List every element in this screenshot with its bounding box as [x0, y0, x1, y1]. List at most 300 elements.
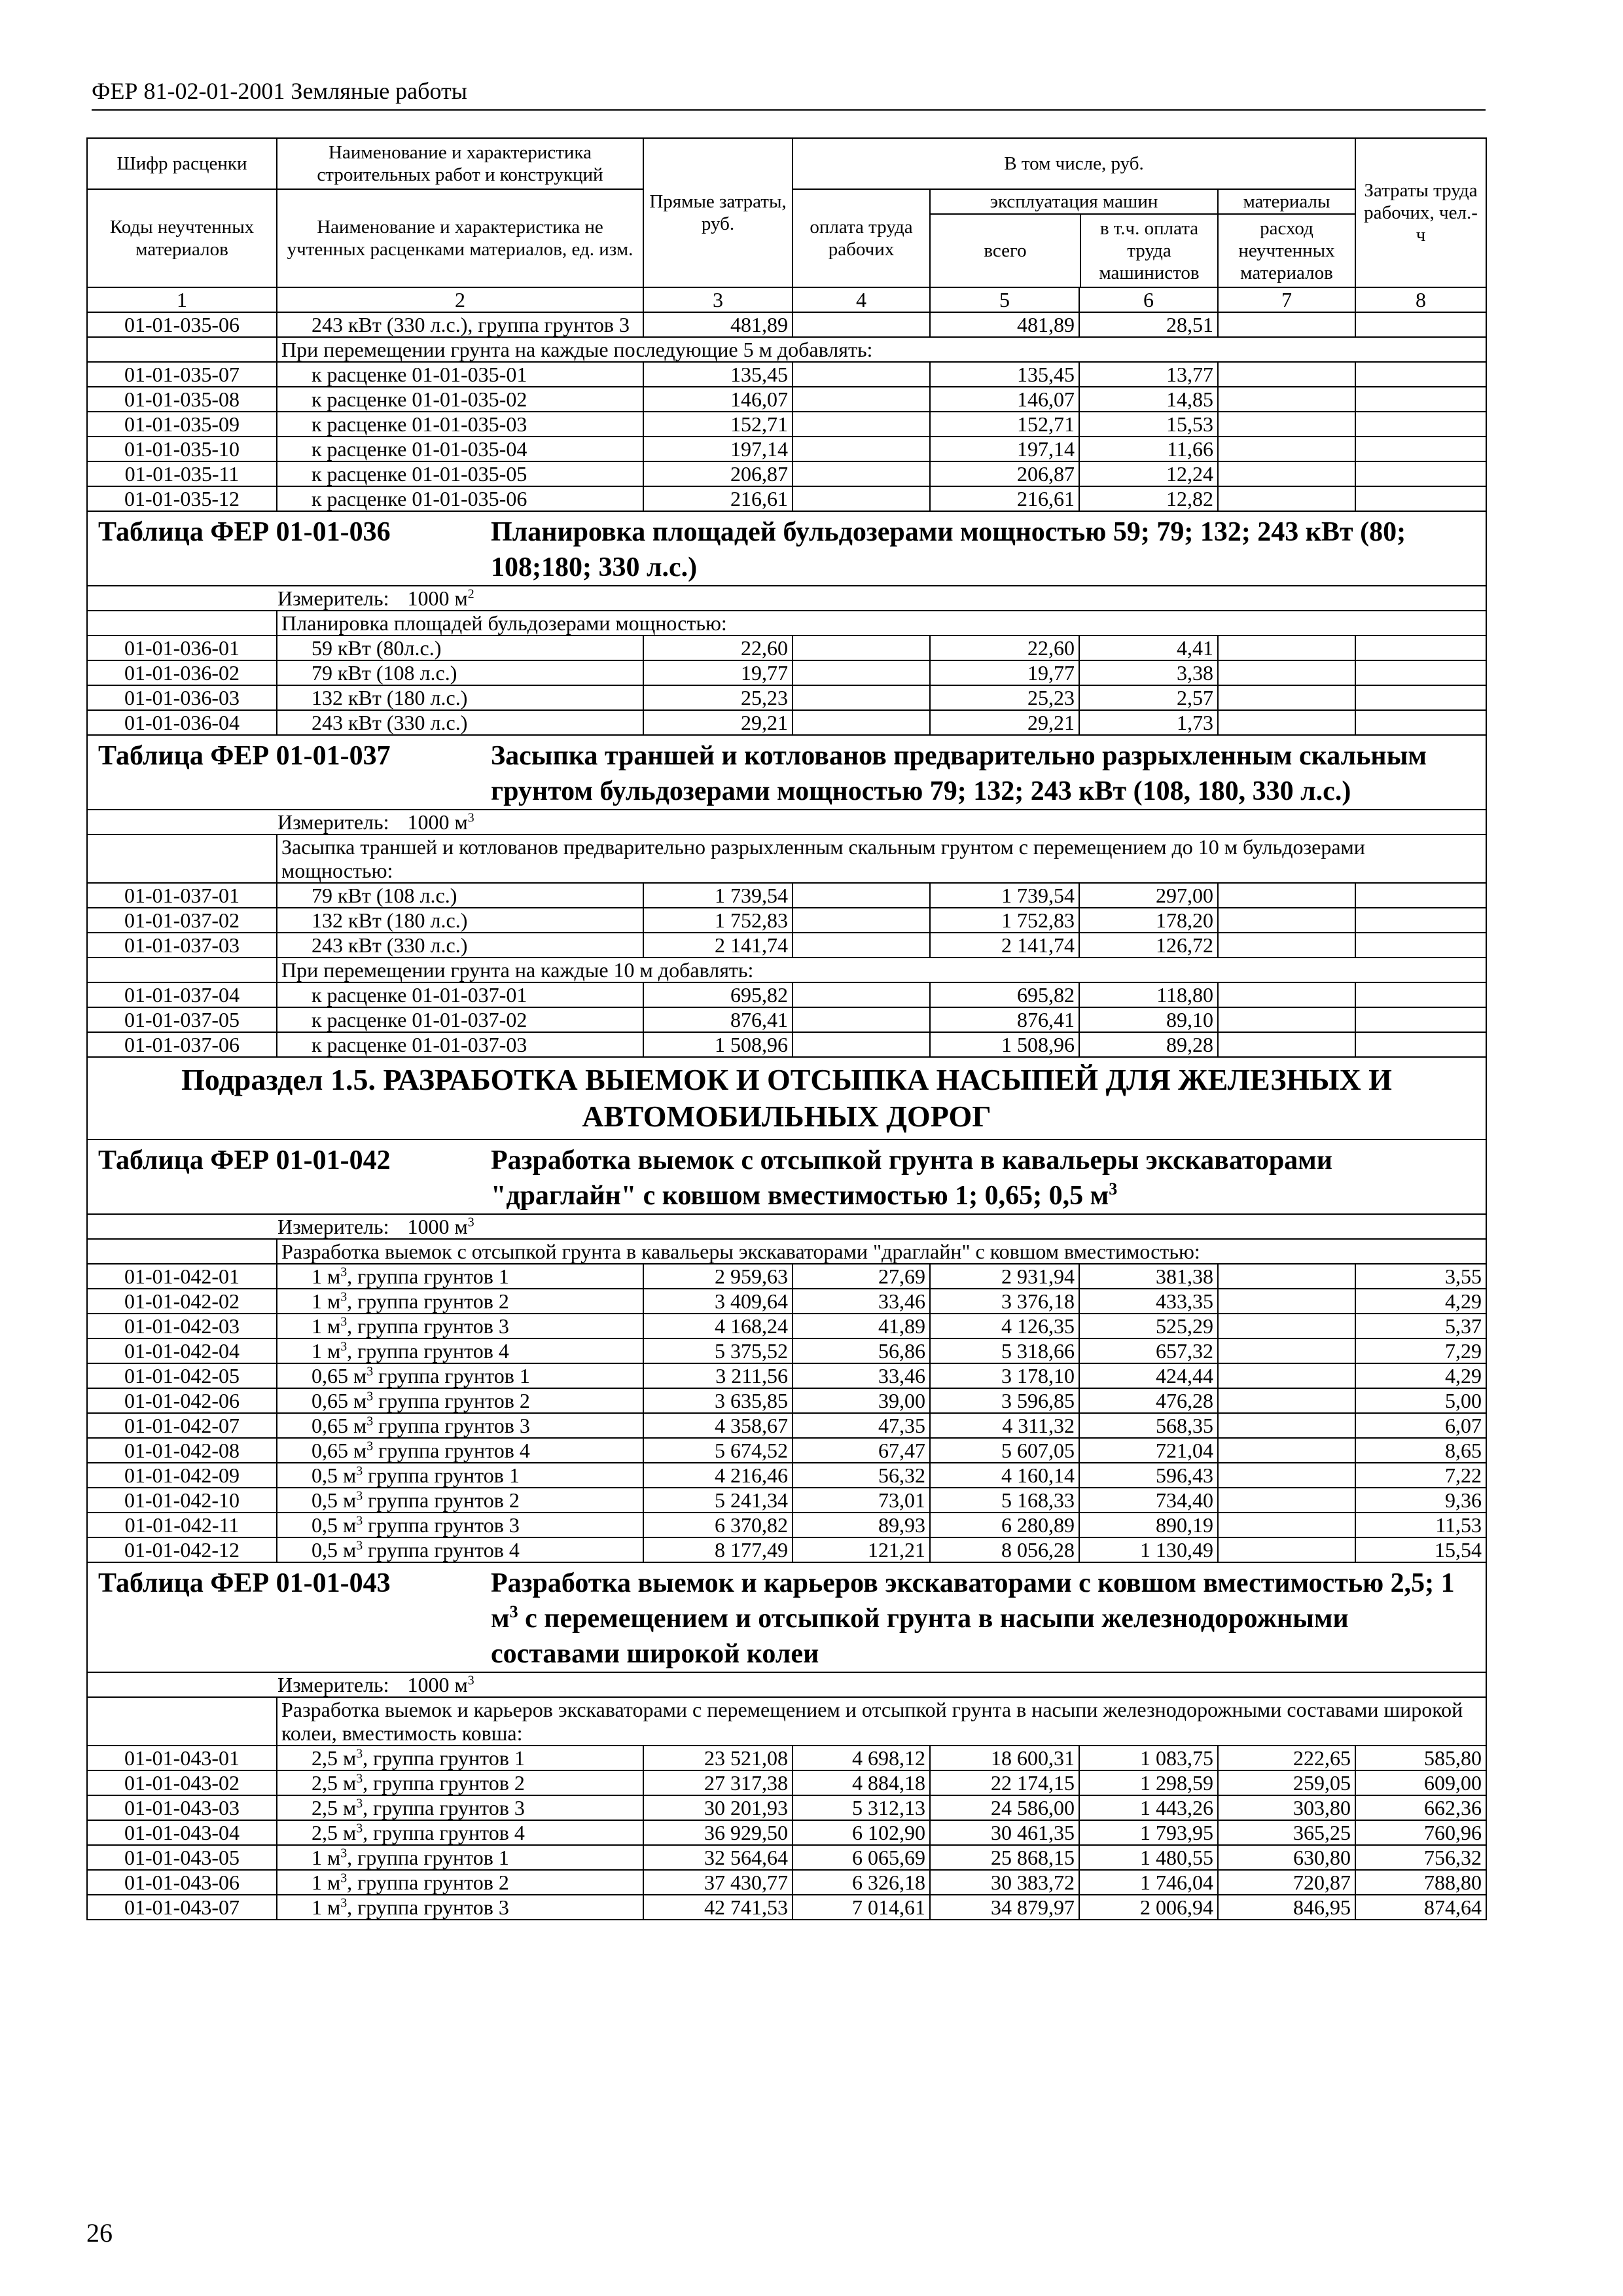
note-text: Разработка выемок и карьеров экскаваторами с перемещением и отсыпкой грунта в насыпи железнодорожными составами широкой колеи, вместимость ковша:: [277, 1697, 1486, 1746]
labor-pay: [793, 710, 930, 735]
rate-name: [277, 1537, 643, 1562]
machine-total: 152,71: [930, 412, 1079, 437]
machine-total: 6 280,89: [930, 1513, 1079, 1537]
header-including: В том числе, руб.: [793, 138, 1355, 189]
labor-pay: 56,32: [793, 1463, 930, 1488]
table-title-text: Планировка площадей бульдозерами мощностью 59; 79; 132; 243 кВт (80; 108;180; 330 л.с.): [491, 517, 1406, 583]
rate-name-suffix: группа грунтов 1: [373, 1364, 530, 1388]
rate-name: к расценке 01-01-037-01: [277, 982, 643, 1007]
measure-row: [87, 586, 1486, 611]
machine-operator-pay: 11,66: [1079, 437, 1218, 461]
rate-name-prefix: 0,65 м: [312, 1364, 367, 1388]
materials: [1218, 636, 1355, 660]
header-name-top: Наименование и характеристика строительных работ и конструкций: [277, 138, 643, 189]
labor-costs: [1355, 387, 1486, 412]
materials: [1218, 660, 1355, 685]
rate-name: [277, 1820, 643, 1845]
materials: [1218, 461, 1355, 486]
machine-operator-pay: 721,04: [1079, 1438, 1218, 1463]
labor-costs: [1355, 982, 1486, 1007]
rate-name: [277, 1289, 643, 1314]
machine-operator-pay: 1,73: [1079, 710, 1218, 735]
materials: [1218, 1363, 1355, 1388]
rate-code: 01-01-035-09: [87, 412, 277, 437]
rate-name: [277, 1770, 643, 1795]
labor-pay: 6 065,69: [793, 1845, 930, 1870]
direct-costs: 1 508,96: [643, 1032, 793, 1057]
machine-total: 3 178,10: [930, 1363, 1079, 1388]
rate-code: 01-01-042-02: [87, 1289, 277, 1314]
table-row: [87, 685, 1486, 710]
power-superscript: 3: [340, 1339, 348, 1354]
labor-costs: 585,80: [1355, 1746, 1486, 1770]
materials: [1218, 1513, 1355, 1537]
rate-code: 01-01-043-03: [87, 1795, 277, 1820]
direct-costs: 32 564,64: [643, 1845, 793, 1870]
direct-costs: 29,21: [643, 710, 793, 735]
labor-pay: 4 698,12: [793, 1746, 930, 1770]
materials: [1218, 1537, 1355, 1562]
col-number: 4: [793, 287, 930, 312]
rate-name: [277, 1438, 643, 1463]
machine-total: 18 600,31: [930, 1746, 1079, 1770]
note-text: При перемещении грунта на каждые 10 м добавлять:: [277, 958, 1486, 982]
rate-name: к расценке 01-01-035-06: [277, 486, 643, 511]
table-row: [87, 312, 1486, 337]
rate-name-prefix: 0,5 м: [312, 1463, 357, 1487]
machine-operator-pay: 89,10: [1079, 1007, 1218, 1032]
direct-costs: 5 674,52: [643, 1438, 793, 1463]
rate-code: 01-01-043-06: [87, 1870, 277, 1895]
rate-name-suffix: группа грунтов 1: [363, 1463, 520, 1487]
rate-name-prefix: 1 м: [312, 1871, 341, 1894]
table-title-cell: [87, 735, 1486, 810]
machine-total: 146,07: [930, 387, 1079, 412]
machine-total: 19,77: [930, 660, 1079, 685]
direct-costs: 1 739,54: [643, 883, 793, 908]
table-row: [87, 1264, 1486, 1289]
rate-name-suffix: , группа грунтов 2: [347, 1871, 509, 1894]
labor-pay: 56,86: [793, 1338, 930, 1363]
direct-costs: 216,61: [643, 486, 793, 511]
table-title-row: [87, 511, 1486, 586]
machine-total: 4 160,14: [930, 1463, 1079, 1488]
machine-total: 4 126,35: [930, 1314, 1079, 1338]
note-row: [87, 958, 1486, 982]
labor-costs: [1355, 710, 1486, 735]
rate-name: [277, 1363, 643, 1388]
machine-operator-pay: 476,28: [1079, 1388, 1218, 1413]
rate-name-suffix: группа грунтов 4: [373, 1439, 530, 1462]
rate-code: 01-01-042-06: [87, 1388, 277, 1413]
header-direct-costs: Прямые затраты, руб.: [643, 138, 793, 287]
rate-code: 01-01-042-04: [87, 1338, 277, 1363]
table-row: [87, 1032, 1486, 1057]
rate-name: [277, 1488, 643, 1513]
rate-code: 01-01-036-04: [87, 710, 277, 735]
rate-code: 01-01-042-03: [87, 1314, 277, 1338]
labor-costs: 760,96: [1355, 1820, 1486, 1845]
table-code: Таблица ФЕР 01-01-042: [98, 1145, 391, 1175]
labor-costs: [1355, 1007, 1486, 1032]
table-row: [87, 1314, 1486, 1338]
machine-total: 216,61: [930, 486, 1079, 511]
labor-costs: 15,54: [1355, 1537, 1486, 1562]
measure-label: Измеритель:: [277, 1215, 389, 1238]
col-number: 6: [1079, 287, 1218, 312]
labor-costs: 662,36: [1355, 1795, 1486, 1820]
table-row: [87, 908, 1486, 933]
table-title: [491, 1143, 1482, 1213]
machine-operator-pay: 2,57: [1079, 685, 1218, 710]
header-machine-operator-pay: в т.ч. оплата труда машинистов: [1099, 218, 1200, 283]
table-title: [491, 738, 1482, 809]
power-superscript: 3: [340, 1871, 348, 1886]
column-numbers-row: [87, 287, 1486, 312]
rate-name-suffix: , группа грунтов 1: [347, 1846, 509, 1869]
machine-operator-pay: 126,72: [1079, 933, 1218, 958]
materials: [1218, 933, 1355, 958]
power-superscript: 3: [356, 1538, 363, 1553]
table-code: Таблица ФЕР 01-01-036: [98, 517, 391, 547]
direct-costs: 146,07: [643, 387, 793, 412]
labor-costs: [1355, 933, 1486, 958]
measure-power: 3: [467, 1215, 474, 1230]
table-title-cell: [87, 1562, 1486, 1672]
direct-costs: 36 929,50: [643, 1820, 793, 1845]
rate-name-prefix: 1 м: [312, 1314, 341, 1338]
rate-code: 01-01-043-04: [87, 1820, 277, 1845]
machine-operator-pay: 433,35: [1079, 1289, 1218, 1314]
power-superscript: 3: [356, 1463, 363, 1479]
rate-name-prefix: 1 м: [312, 1846, 341, 1869]
labor-costs: 8,65: [1355, 1438, 1486, 1463]
note-row: [87, 611, 1486, 636]
direct-costs: 5 241,34: [643, 1488, 793, 1513]
col-number: 8: [1355, 287, 1486, 312]
machine-total: 3 596,85: [930, 1388, 1079, 1413]
materials: [1218, 908, 1355, 933]
rate-name: к расценке 01-01-035-03: [277, 412, 643, 437]
labor-pay: [793, 312, 930, 337]
materials: [1218, 1488, 1355, 1513]
machine-operator-pay: 381,38: [1079, 1264, 1218, 1289]
machine-total: 3 376,18: [930, 1289, 1079, 1314]
rate-name-suffix: , группа грунтов 1: [347, 1265, 509, 1288]
power-superscript: 3: [356, 1796, 363, 1811]
title-power: 3: [509, 1602, 518, 1621]
power-superscript: 3: [340, 1846, 348, 1861]
machine-operator-pay: 890,19: [1079, 1513, 1218, 1537]
machine-total: 29,21: [930, 710, 1079, 735]
measure-power: 3: [467, 810, 474, 825]
header-divider: [92, 109, 1486, 111]
power-superscript: 3: [356, 1771, 363, 1786]
labor-costs: [1355, 461, 1486, 486]
machine-total: 1 508,96: [930, 1032, 1079, 1057]
rate-name-prefix: 1 м: [312, 1289, 341, 1313]
labor-pay: 4 884,18: [793, 1770, 930, 1795]
machine-operator-pay: 3,38: [1079, 660, 1218, 685]
table-row: [87, 1007, 1486, 1032]
power-superscript: 3: [366, 1364, 374, 1379]
materials: [1218, 437, 1355, 461]
labor-pay: [793, 660, 930, 685]
labor-costs: 609,00: [1355, 1770, 1486, 1795]
machine-total: 206,87: [930, 461, 1079, 486]
rate-name: 79 кВт (108 л.с.): [277, 660, 643, 685]
rate-code: 01-01-037-06: [87, 1032, 277, 1057]
rate-name-suffix: группа грунтов 2: [363, 1488, 520, 1512]
rate-name: к расценке 01-01-035-05: [277, 461, 643, 486]
direct-costs: 8 177,49: [643, 1537, 793, 1562]
labor-costs: 11,53: [1355, 1513, 1486, 1537]
materials: 365,25: [1218, 1820, 1355, 1845]
measure-label: Измеритель:: [277, 586, 389, 610]
rate-name-prefix: 0,65 м: [312, 1439, 367, 1462]
rate-name: к расценке 01-01-037-03: [277, 1032, 643, 1057]
header-code-top: Шифр расценки: [87, 138, 277, 189]
table-row: [87, 437, 1486, 461]
labor-pay: [793, 1007, 930, 1032]
materials: [1218, 1032, 1355, 1057]
table-title-row: [87, 735, 1486, 810]
direct-costs: 22,60: [643, 636, 793, 660]
machine-total: 5 168,33: [930, 1488, 1079, 1513]
table-title-text: Разработка выемок с отсыпкой грунта в кавальеры экскаваторами "драглайн" с ковшом вместимостью 1; 0,65; 0,5 м: [491, 1145, 1332, 1211]
table-row: [87, 486, 1486, 511]
rate-name: 243 кВт (330 л.с.): [277, 710, 643, 735]
materials: [1218, 883, 1355, 908]
machine-total: 695,82: [930, 982, 1079, 1007]
title-power: 3: [1109, 1179, 1118, 1198]
labor-pay: [793, 982, 930, 1007]
rate-code: 01-01-042-10: [87, 1488, 277, 1513]
direct-costs: 5 375,52: [643, 1338, 793, 1363]
rate-name: 59 кВт (80л.с.): [277, 636, 643, 660]
rate-code: 01-01-043-05: [87, 1845, 277, 1870]
table-code: Таблица ФЕР 01-01-037: [98, 741, 391, 771]
rate-name: [277, 1746, 643, 1770]
labor-costs: 7,29: [1355, 1338, 1486, 1363]
note-text: При перемещении грунта на каждые последующие 5 м добавлять:: [277, 337, 1486, 362]
labor-pay: 89,93: [793, 1513, 930, 1537]
measure-cell: [87, 810, 1486, 834]
measure-value: 1000 м: [407, 1673, 468, 1696]
table-row: [87, 1513, 1486, 1537]
rate-code: 01-01-042-11: [87, 1513, 277, 1537]
measure-row: [87, 1214, 1486, 1239]
labor-costs: 756,32: [1355, 1845, 1486, 1870]
direct-costs: 4 216,46: [643, 1463, 793, 1488]
table-row: [87, 982, 1486, 1007]
machine-total: 22,60: [930, 636, 1079, 660]
labor-pay: [793, 362, 930, 387]
labor-pay: [793, 933, 930, 958]
rate-code: 01-01-042-09: [87, 1463, 277, 1488]
rate-name: [277, 1795, 643, 1820]
labor-costs: [1355, 412, 1486, 437]
labor-pay: [793, 883, 930, 908]
materials: [1218, 1438, 1355, 1463]
rate-code: 01-01-043-02: [87, 1770, 277, 1795]
rate-name: 243 кВт (330 л.с.): [277, 933, 643, 958]
page-header: ФЕР 81-02-01-2001 Земляные работы: [92, 78, 467, 104]
labor-costs: [1355, 636, 1486, 660]
table-row: [87, 933, 1486, 958]
rate-name: к расценке 01-01-035-02: [277, 387, 643, 412]
rate-name-suffix: группа грунтов 3: [373, 1414, 530, 1437]
table-title-text: с перемещением и отсыпкой грунта в насыпи железнодорожными составами широкой колеи: [491, 1604, 1349, 1669]
rate-code: 01-01-035-11: [87, 461, 277, 486]
rate-code: 01-01-037-02: [87, 908, 277, 933]
materials: 303,80: [1218, 1795, 1355, 1820]
labor-pay: [793, 486, 930, 511]
materials: [1218, 1289, 1355, 1314]
table-row: [87, 1289, 1486, 1314]
labor-costs: [1355, 437, 1486, 461]
note-row: [87, 834, 1486, 883]
materials: [1218, 982, 1355, 1007]
rate-name-prefix: 0,5 м: [312, 1488, 357, 1512]
machine-operator-pay: 297,00: [1079, 883, 1218, 908]
table-row: [87, 1820, 1486, 1845]
rate-name-suffix: , группа грунтов 3: [347, 1895, 509, 1919]
machine-operator-pay: 2 006,94: [1079, 1895, 1218, 1920]
machine-operator-pay: 1 130,49: [1079, 1537, 1218, 1562]
rate-name: [277, 1870, 643, 1895]
table-row: [87, 1795, 1486, 1820]
labor-costs: 4,29: [1355, 1363, 1486, 1388]
materials: [1218, 312, 1355, 337]
labor-pay: [793, 908, 930, 933]
measure-label: Измеритель:: [277, 810, 389, 834]
table-row: [87, 1413, 1486, 1438]
machine-operator-pay: 424,44: [1079, 1363, 1218, 1388]
direct-costs: 1 752,83: [643, 908, 793, 933]
materials: 846,95: [1218, 1895, 1355, 1920]
labor-pay: [793, 636, 930, 660]
rate-code: 01-01-037-01: [87, 883, 277, 908]
note-text: Разработка выемок с отсыпкой грунта в кавальеры экскаваторами "драглайн" с ковшом вместимостью:: [277, 1239, 1486, 1264]
measure-power: 2: [467, 586, 474, 601]
table-title: [491, 1566, 1482, 1672]
machine-total: 5 318,66: [930, 1338, 1079, 1363]
rate-code: 01-01-036-02: [87, 660, 277, 685]
materials: 222,65: [1218, 1746, 1355, 1770]
col-number: 5: [930, 287, 1079, 312]
rate-code: 01-01-042-08: [87, 1438, 277, 1463]
rate-code: 01-01-036-01: [87, 636, 277, 660]
direct-costs: 481,89: [643, 312, 793, 337]
rate-name-prefix: 0,65 м: [312, 1389, 367, 1412]
labor-pay: 41,89: [793, 1314, 930, 1338]
rate-name-suffix: , группа грунтов 2: [363, 1771, 525, 1795]
rate-name: 132 кВт (180 л.с.): [277, 685, 643, 710]
labor-costs: 4,29: [1355, 1289, 1486, 1314]
direct-costs: 135,45: [643, 362, 793, 387]
machine-total: 22 174,15: [930, 1770, 1079, 1795]
rate-name-prefix: 0,5 м: [312, 1538, 357, 1562]
materials: [1218, 412, 1355, 437]
direct-costs: 197,14: [643, 437, 793, 461]
materials: 720,87: [1218, 1870, 1355, 1895]
power-superscript: 3: [356, 1746, 363, 1761]
materials: 630,80: [1218, 1845, 1355, 1870]
labor-costs: [1355, 685, 1486, 710]
labor-pay: 73,01: [793, 1488, 930, 1513]
materials: [1218, 486, 1355, 511]
labor-pay: [793, 387, 930, 412]
materials: [1218, 710, 1355, 735]
rate-name-prefix: 2,5 м: [312, 1746, 357, 1770]
rate-name: 243 кВт (330 л.с.), группа грунтов 3: [277, 312, 643, 337]
direct-costs: 2 141,74: [643, 933, 793, 958]
rate-code: 01-01-037-03: [87, 933, 277, 958]
labor-pay: 39,00: [793, 1388, 930, 1413]
labor-pay: [793, 1032, 930, 1057]
labor-pay: 47,35: [793, 1413, 930, 1438]
rate-name: [277, 1845, 643, 1870]
machine-operator-pay: 1 793,95: [1079, 1820, 1218, 1845]
table-row: [87, 710, 1486, 735]
materials: [1218, 387, 1355, 412]
machine-operator-pay: 1 298,59: [1079, 1770, 1218, 1795]
direct-costs: 206,87: [643, 461, 793, 486]
power-superscript: 3: [356, 1513, 363, 1528]
rate-name: [277, 1513, 643, 1537]
subsection-row: [87, 1057, 1486, 1139]
rate-name: [277, 1264, 643, 1289]
machine-operator-pay: 734,40: [1079, 1488, 1218, 1513]
machine-operator-pay: 1 083,75: [1079, 1746, 1218, 1770]
header-labor-costs: Затраты труда рабочих, чел.-ч: [1355, 138, 1486, 287]
power-superscript: 3: [340, 1895, 348, 1910]
header-code-bottom: Коды неучтенных материалов: [87, 189, 277, 287]
direct-costs: 27 317,38: [643, 1770, 793, 1795]
header-materials-unaccounted: расход неучтенных материалов: [1238, 218, 1335, 283]
machine-operator-pay: 657,32: [1079, 1338, 1218, 1363]
direct-costs: 3 211,56: [643, 1363, 793, 1388]
rate-name-prefix: 2,5 м: [312, 1796, 357, 1820]
labor-pay: 121,21: [793, 1537, 930, 1562]
table-title-row: [87, 1139, 1486, 1214]
machine-total: 5 607,05: [930, 1438, 1079, 1463]
table-row: [87, 660, 1486, 685]
direct-costs: 42 741,53: [643, 1895, 793, 1920]
direct-costs: 876,41: [643, 1007, 793, 1032]
table-row: [87, 636, 1486, 660]
table-row: [87, 1770, 1486, 1795]
power-superscript: 3: [340, 1314, 348, 1329]
labor-pay: 7 014,61: [793, 1895, 930, 1920]
machine-operator-pay: 1 480,55: [1079, 1845, 1218, 1870]
table-row: [87, 387, 1486, 412]
rate-code: 01-01-042-07: [87, 1413, 277, 1438]
labor-costs: 5,00: [1355, 1388, 1486, 1413]
labor-costs: [1355, 883, 1486, 908]
table-code: Таблица ФЕР 01-01-043: [98, 1568, 391, 1598]
rate-name: к расценке 01-01-035-01: [277, 362, 643, 387]
labor-costs: 7,22: [1355, 1463, 1486, 1488]
rates-table-container: [86, 137, 1486, 1920]
rate-name-suffix: , группа грунтов 1: [363, 1746, 525, 1770]
labor-pay: 33,46: [793, 1289, 930, 1314]
table-row: [87, 1388, 1486, 1413]
measure-value: 1000 м: [407, 586, 468, 610]
table-row: [87, 412, 1486, 437]
labor-pay: 6 102,90: [793, 1820, 930, 1845]
